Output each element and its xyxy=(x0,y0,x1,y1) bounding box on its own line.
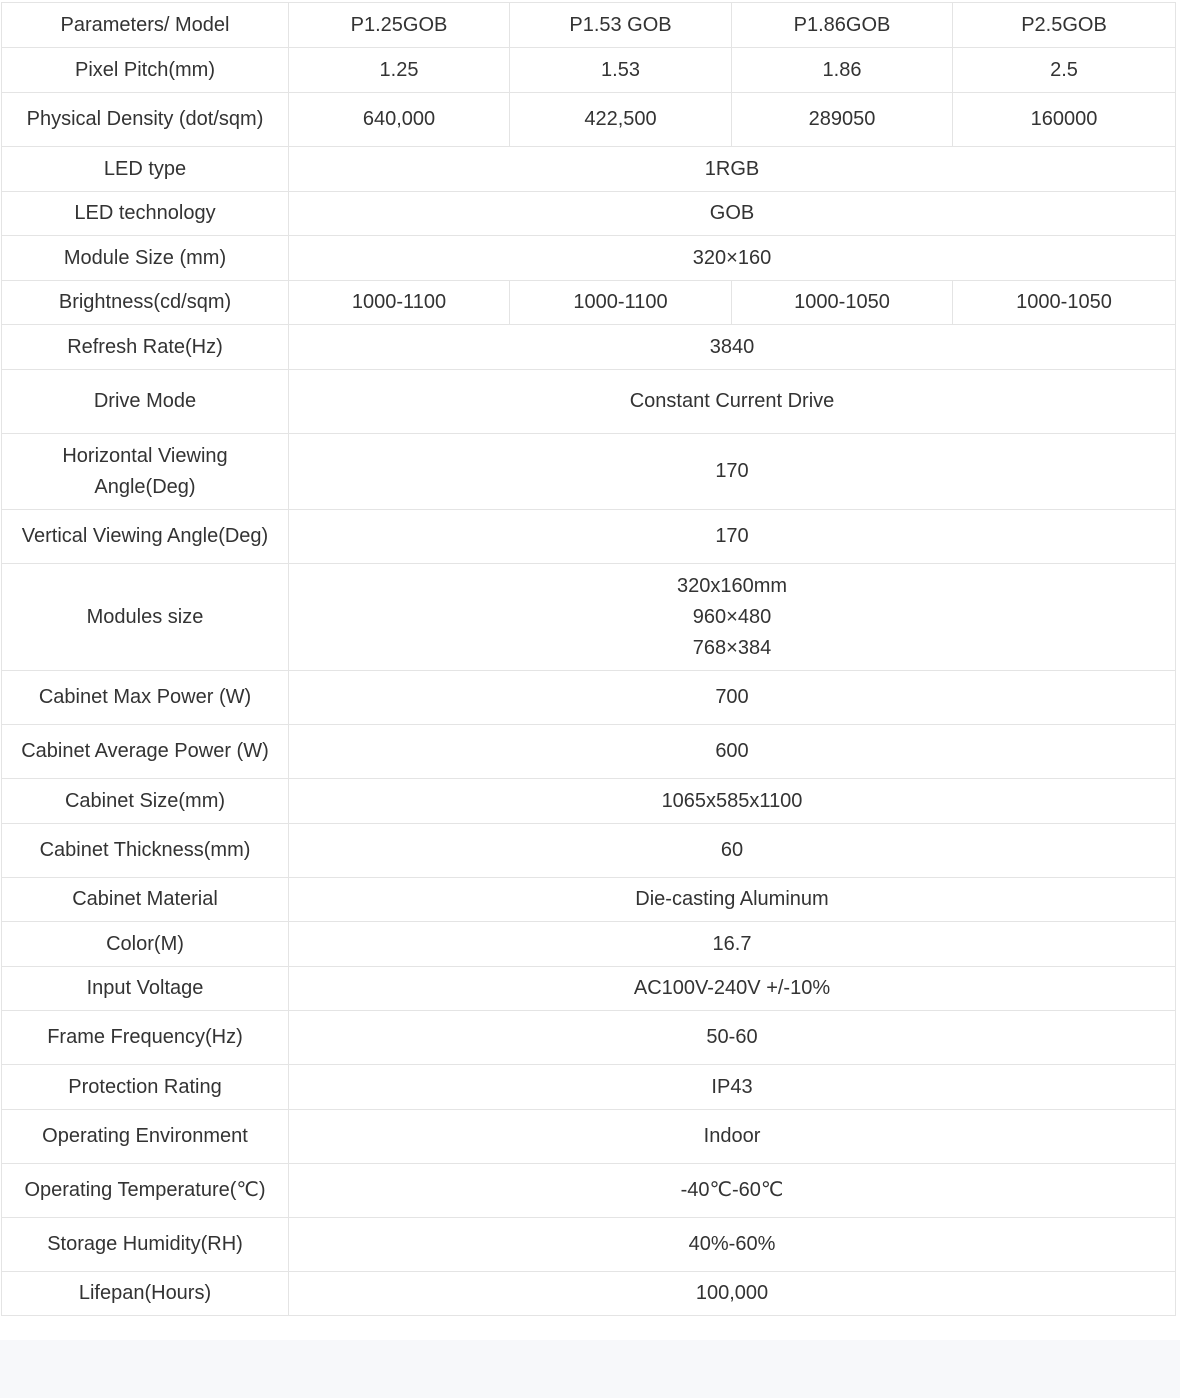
table-row xyxy=(2,922,1176,967)
row-label: LED type xyxy=(2,147,289,192)
row-label-line: Horizontal Viewing xyxy=(62,444,228,467)
table-row xyxy=(2,967,1176,1011)
header-row xyxy=(2,3,1176,48)
row-value-line: 960×480 xyxy=(692,605,772,628)
row-label: Cabinet Max Power (W) xyxy=(2,671,289,725)
row-value: 170 xyxy=(289,434,1176,510)
table-row xyxy=(2,1164,1176,1218)
row-label-line: Angle(Deg) xyxy=(94,475,196,498)
row-label: Brightness(cd/sqm) xyxy=(2,281,289,325)
table-row xyxy=(2,236,1176,281)
row-label: Drive Mode xyxy=(2,370,289,434)
row-label: Cabinet Material xyxy=(2,878,289,922)
table-row xyxy=(2,434,1176,510)
row-value: 170 xyxy=(289,510,1176,564)
table-row xyxy=(2,48,1176,93)
row-value-line: 768×384 xyxy=(692,636,772,659)
row-label: LED technology xyxy=(2,192,289,236)
row-label: Refresh Rate(Hz) xyxy=(2,325,289,370)
row-label: Operating Temperature(℃) xyxy=(2,1164,289,1218)
row-value: 1000-1050 xyxy=(953,281,1176,325)
row-value: 1000-1100 xyxy=(510,281,732,325)
row-label: Storage Humidity(RH) xyxy=(2,1218,289,1272)
table-row xyxy=(2,1011,1176,1065)
row-value: AC100V-240V +/-10% xyxy=(289,967,1176,1011)
header-cell: P1.53 GOB xyxy=(510,3,732,48)
row-value: 60 xyxy=(289,824,1176,878)
table-row xyxy=(2,671,1176,725)
row-label: Cabinet Thickness(mm) xyxy=(2,824,289,878)
row-value: Constant Current Drive xyxy=(289,370,1176,434)
row-label: Lifepan(Hours) xyxy=(2,1272,289,1316)
row-value: 2.5 xyxy=(953,48,1176,93)
row-value: GOB xyxy=(289,192,1176,236)
row-value: 422,500 xyxy=(510,93,732,147)
row-value: 1000-1050 xyxy=(732,281,953,325)
row-label: Cabinet Average Power (W) xyxy=(2,725,289,779)
row-label xyxy=(2,434,289,510)
row-value: 600 xyxy=(289,725,1176,779)
table-row xyxy=(2,370,1176,434)
table-row xyxy=(2,779,1176,824)
row-value: 1.86 xyxy=(732,48,953,93)
table-row xyxy=(2,824,1176,878)
table-row xyxy=(2,93,1176,147)
row-value: 40%-60% xyxy=(289,1218,1176,1272)
table-row xyxy=(2,564,1176,671)
row-value: 1.25 xyxy=(289,48,510,93)
row-value: 320×160 xyxy=(289,236,1176,281)
header-cell: P2.5GOB xyxy=(953,3,1176,48)
table-row xyxy=(2,1110,1176,1164)
row-value: 16.7 xyxy=(289,922,1176,967)
row-label: Operating Environment xyxy=(2,1110,289,1164)
table-row xyxy=(2,510,1176,564)
row-value: 1065x585x1100 xyxy=(289,779,1176,824)
row-value: 289050 xyxy=(732,93,953,147)
row-label: Cabinet Size(mm) xyxy=(2,779,289,824)
row-label: Color(M) xyxy=(2,922,289,967)
row-label: Modules size xyxy=(2,564,289,671)
row-value-line: 320x160mm xyxy=(676,574,788,597)
table-row xyxy=(2,147,1176,192)
header-cell: P1.25GOB xyxy=(289,3,510,48)
header-cell: Parameters/ Model xyxy=(2,3,289,48)
table-row xyxy=(2,1065,1176,1110)
row-label: Physical Density (dot/sqm) xyxy=(2,93,289,147)
row-label: Vertical Viewing Angle(Deg) xyxy=(2,510,289,564)
table-row xyxy=(2,281,1176,325)
table-row xyxy=(2,725,1176,779)
row-value: 160000 xyxy=(953,93,1176,147)
row-value: 100,000 xyxy=(289,1272,1176,1316)
row-value: Die-casting Aluminum xyxy=(289,878,1176,922)
row-value: 3840 xyxy=(289,325,1176,370)
footer-band xyxy=(0,1340,1180,1398)
row-value xyxy=(289,564,1176,671)
row-label: Pixel Pitch(mm) xyxy=(2,48,289,93)
row-value: 1.53 xyxy=(510,48,732,93)
table-row xyxy=(2,1272,1176,1316)
row-value: 1RGB xyxy=(289,147,1176,192)
row-value: 50-60 xyxy=(289,1011,1176,1065)
table-row xyxy=(2,1218,1176,1272)
table-row xyxy=(2,878,1176,922)
row-label: Module Size (mm) xyxy=(2,236,289,281)
spec-table xyxy=(1,2,1176,1316)
table-row xyxy=(2,192,1176,236)
row-label: Protection Rating xyxy=(2,1065,289,1110)
row-label: Input Voltage xyxy=(2,967,289,1011)
header-cell: P1.86GOB xyxy=(732,3,953,48)
table-row xyxy=(2,325,1176,370)
row-value: 700 xyxy=(289,671,1176,725)
row-label: Frame Frequency(Hz) xyxy=(2,1011,289,1065)
row-value: Indoor xyxy=(289,1110,1176,1164)
row-value: -40℃-60℃ xyxy=(289,1164,1176,1218)
row-value: 1000-1100 xyxy=(289,281,510,325)
row-value: 640,000 xyxy=(289,93,510,147)
row-value: IP43 xyxy=(289,1065,1176,1110)
